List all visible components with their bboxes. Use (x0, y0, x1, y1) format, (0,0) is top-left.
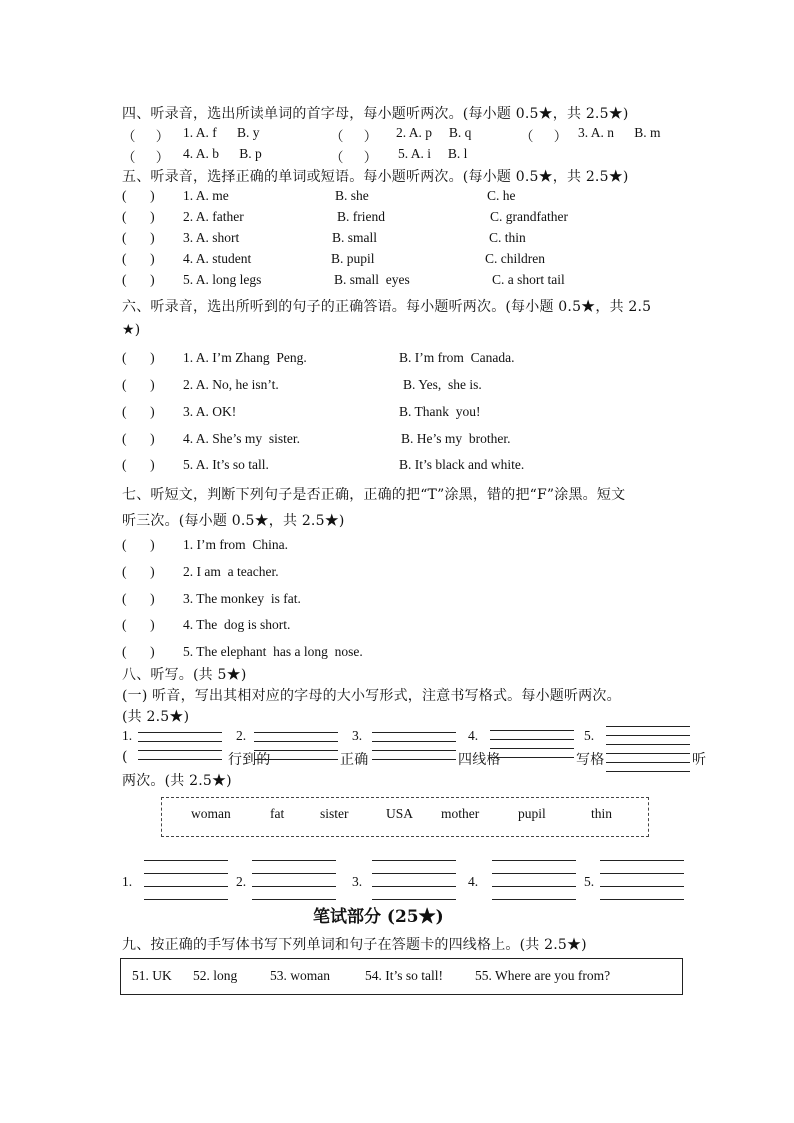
s5-option-a: 5. A. long legs (183, 272, 262, 287)
s8-sub2-score: 两次。(共 2.5★) (122, 773, 232, 789)
s6-paren: ( ) (122, 431, 155, 446)
s9-item-51: 51. UK (132, 968, 172, 983)
s4-item-4: 4. A. b B. p (183, 146, 262, 161)
word-bank-word: fat (270, 806, 285, 821)
s4-paren-5: （ ） (330, 150, 378, 165)
section-9-heading: 九、按正确的手写体书写下列单词和句子在答题卡的四线格上。(共 2.5★) (122, 937, 587, 953)
s7-paren: ( ) (122, 564, 155, 579)
s4-paren-2: （ ） (330, 129, 378, 144)
s6-option-b: B. It’s black and white. (399, 457, 525, 472)
section-4-heading: 四、听录音，选出所读单词的首字母，每小题听两次。(每小题 0.5★，共 2.5★) (122, 106, 629, 122)
s6-paren: ( ) (122, 404, 155, 419)
s5-option-c: C. children (485, 251, 545, 266)
s6-option-a: 1. A. I’m Zhang Peng. (183, 350, 307, 365)
s9-item-52: 52. long (193, 968, 238, 983)
s8-fragment-1: ( (122, 749, 128, 765)
s8b-num-4: 4. (468, 874, 479, 889)
s5-option-b: B. pupil (331, 251, 375, 266)
s7-statement: 2. I am a teacher. (183, 564, 279, 579)
s5-option-a: 1. A. me (183, 188, 229, 203)
section-6-heading-cont: ★) (122, 322, 141, 338)
s5-paren: ( ) (122, 209, 155, 224)
s5-paren: ( ) (122, 230, 155, 245)
section-5-heading: 五、听录音，选择正确的单词或短语。每小题听两次。(每小题 0.5★，共 2.5★) (122, 169, 629, 185)
section-8-sub1-score: (共 2.5★) (122, 709, 190, 725)
s7-statement: 4. The dog is short. (183, 617, 291, 632)
s5-option-b: B. she (335, 188, 369, 203)
s9-item-55: 55. Where are you from? (475, 968, 611, 983)
word-bank-word: sister (320, 806, 349, 821)
four-line-grid (138, 732, 222, 758)
s9-item-53: 53. woman (270, 968, 330, 983)
s6-option-b: B. I’m from Canada. (399, 350, 515, 365)
s8-num-5: 5. (584, 728, 595, 743)
s5-option-c: C. a short tail (492, 272, 565, 287)
s8-num-3: 3. (352, 728, 363, 743)
s6-option-b: B. Thank you! (399, 404, 481, 419)
s5-option-c: C. grandfather (490, 209, 568, 224)
s4-item-2: 2. A. p B. q (396, 125, 472, 140)
four-line-grid (254, 732, 338, 758)
s8b-num-3: 3. (352, 874, 363, 889)
s4-item-3: 3. A. n B. m (578, 125, 661, 140)
s8-num-2: 2. (236, 728, 247, 743)
four-line-grid (144, 860, 228, 886)
four-line-grid (492, 860, 576, 886)
word-bank-word: pupil (518, 806, 546, 821)
four-line-grid (606, 726, 690, 752)
s6-option-b: B. He’s my brother. (401, 431, 511, 446)
s6-paren: ( ) (122, 457, 155, 472)
four-line-grid (372, 860, 456, 886)
s4-item-5: 5. A. i B. l (398, 146, 468, 161)
s8-fragment-2: 行到的 (228, 752, 271, 768)
s8b-num-1: 1. (122, 874, 133, 889)
s6-paren: ( ) (122, 377, 155, 392)
s8-fragment-6: 听 (692, 752, 707, 768)
word-bank-word: woman (191, 806, 231, 821)
section-6-heading: 六、听录音，选出所听到的句子的正确答语。每小题听两次。(每小题 0.5★，共 2.5 (122, 299, 652, 315)
s7-statement: 3. The monkey is fat. (183, 591, 301, 606)
s5-paren: ( ) (122, 251, 155, 266)
s4-paren-3: （ ） (520, 129, 568, 144)
s5-option-b: B. small eyes (334, 272, 410, 287)
s8-fragment-4: 四线格 (458, 752, 501, 768)
s8-fragment-3: 正确 (340, 752, 369, 768)
s5-option-c: C. thin (489, 230, 526, 245)
s7-paren: ( ) (122, 644, 155, 659)
s6-paren: ( ) (122, 350, 155, 365)
s8-num-4: 4. (468, 728, 479, 743)
s7-statement: 1. I’m from China. (183, 537, 288, 552)
s4-paren-4: （ ） (122, 150, 170, 165)
four-line-grid (372, 732, 456, 758)
s5-option-b: B. small (332, 230, 378, 245)
section-8-sub1: (一) 听音，写出其相对应的字母的大小写形式，注意书写格式。每小题听两次。 (122, 688, 621, 704)
section-7-heading: 七、听短文，判断下列句子是否正确，正确的把“T”涂黑，错的把“F”涂黑。短文 (122, 487, 626, 503)
s7-paren: ( ) (122, 537, 155, 552)
s4-item-1: 1. A. f B. y (183, 125, 260, 140)
s8b-num-2: 2. (236, 874, 247, 889)
s6-option-a: 2. A. No, he isn’t. (183, 377, 279, 392)
s8-num-1: 1. (122, 728, 133, 743)
s7-paren: ( ) (122, 617, 155, 632)
s7-statement: 5. The elephant has a long nose. (183, 644, 363, 659)
section-7-heading-cont: 听三次。(每小题 0.5★，共 2.5★) (122, 513, 345, 529)
s8-fragment-5: 写格 (576, 752, 605, 768)
s5-option-a: 4. A. student (183, 251, 252, 266)
s5-option-a: 2. A. father (183, 209, 244, 224)
s5-paren: ( ) (122, 188, 155, 203)
s9-item-54: 54. It’s so tall! (365, 968, 443, 983)
s5-option-c: C. he (487, 188, 516, 203)
s6-option-a: 3. A. OK! (183, 404, 237, 419)
four-line-grid (600, 860, 684, 886)
four-line-grid (252, 860, 336, 886)
word-bank-word: mother (441, 806, 480, 821)
s6-option-a: 5. A. It’s so tall. (183, 457, 269, 472)
s4-paren-1: （ ） (122, 129, 170, 144)
written-part-title: 笔试部分 (25★) (313, 907, 444, 927)
s6-option-b: B. Yes, she is. (403, 377, 482, 392)
s5-paren: ( ) (122, 272, 155, 287)
four-line-grid (490, 730, 574, 756)
s5-option-b: B. friend (337, 209, 385, 224)
word-bank-word: USA (386, 806, 414, 821)
section-8-heading: 八、听写。(共 5★) (122, 667, 247, 683)
s8b-num-5: 5. (584, 874, 595, 889)
s6-option-a: 4. A. She’s my sister. (183, 431, 301, 446)
word-bank-word: thin (591, 806, 613, 821)
s5-option-a: 3. A. short (183, 230, 240, 245)
s7-paren: ( ) (122, 591, 155, 606)
